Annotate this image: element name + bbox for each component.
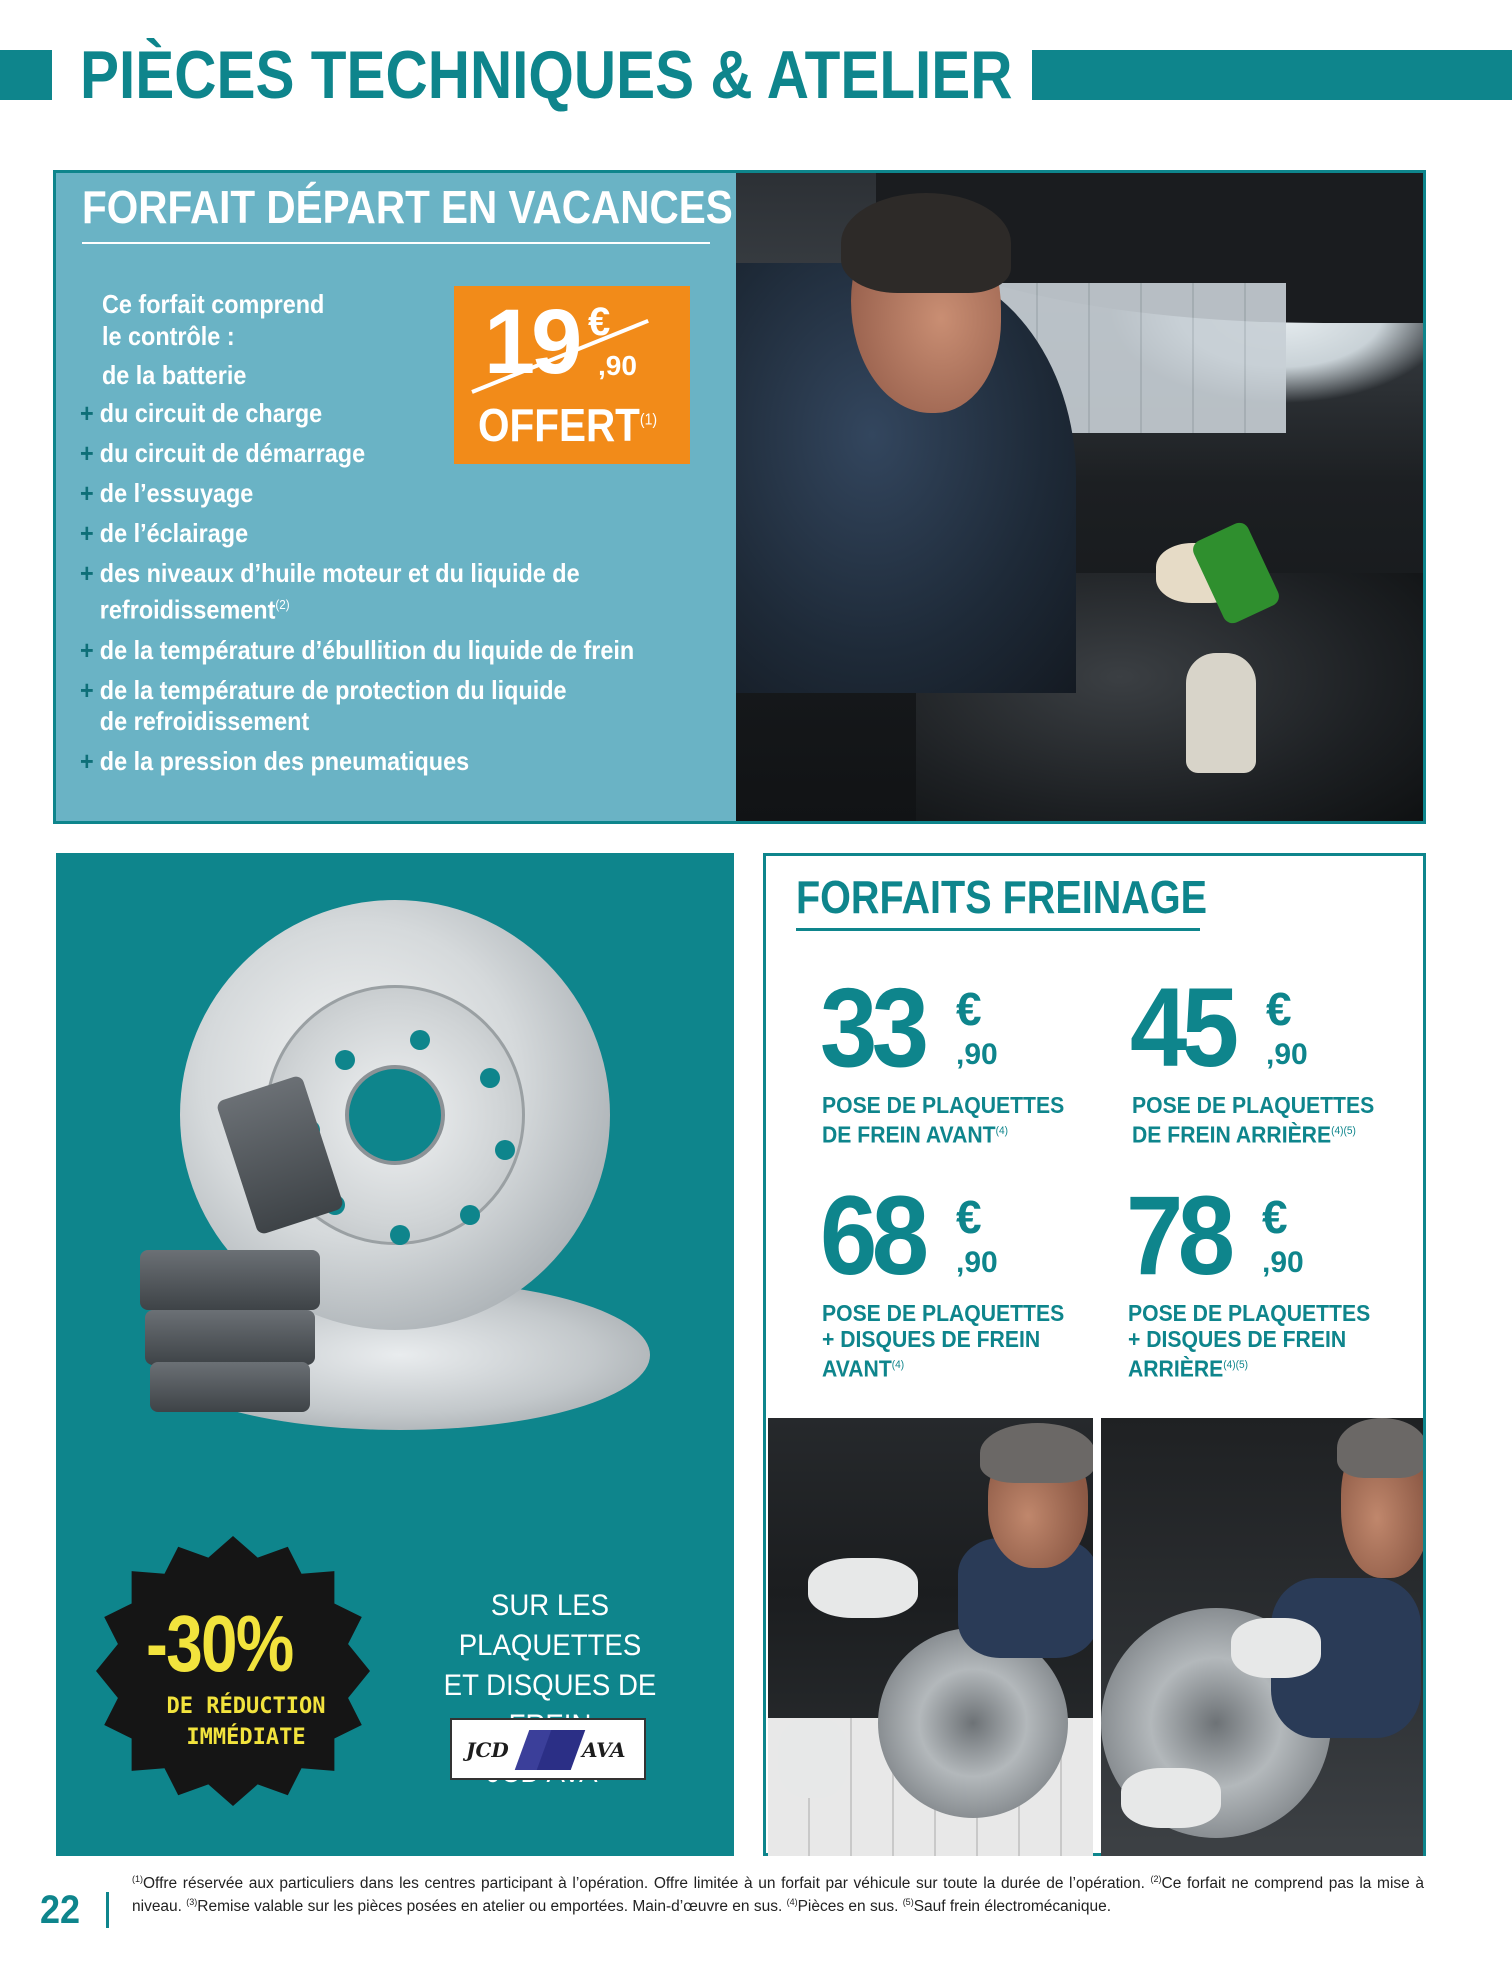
brake-disc-center-hole xyxy=(345,1065,445,1165)
price-label-line2: DE FREIN AVANT xyxy=(822,1121,996,1148)
disc-bolt-hole xyxy=(335,1050,355,1070)
discount-label-line2: IMMÉDIATE xyxy=(186,1725,306,1750)
price-integer: 45 xyxy=(1130,965,1234,1090)
price-cents: ,90 xyxy=(956,1246,998,1279)
price-currency: € xyxy=(588,300,611,344)
plus-icon: + xyxy=(80,518,94,548)
page-number-separator xyxy=(106,1892,109,1928)
footnote-ref: (4) xyxy=(891,1359,905,1371)
price-label-line1: POSE DE PLAQUETTES xyxy=(822,1092,1065,1118)
disc-bolt-hole xyxy=(495,1140,515,1160)
footnote-ref: (4)(5) xyxy=(1223,1359,1248,1371)
price-label-line1: POSE DE PLAQUETTES xyxy=(1132,1092,1375,1118)
disc-bolt-hole xyxy=(480,1068,500,1088)
photo-glove xyxy=(1231,1618,1321,1678)
checklist-item xyxy=(80,558,728,626)
price-integer: 78 xyxy=(1126,1173,1230,1298)
photo-reservoir xyxy=(1186,653,1256,773)
price-integer: 19 xyxy=(484,291,579,393)
freinage-price-4 xyxy=(1126,1173,1426,1382)
checklist-item xyxy=(80,635,728,666)
footnote-ref: (1) xyxy=(639,411,658,429)
footnote-mark: (5) xyxy=(902,1897,914,1908)
freinage-title: FORFAITS FREINAGE xyxy=(796,871,1207,923)
price-integer: 33 xyxy=(820,965,924,1090)
brake-disc-fitting-photo xyxy=(1101,1418,1423,1856)
price-label-line3: ARRIÈRE xyxy=(1128,1355,1224,1382)
page-number: 22 xyxy=(40,1888,81,1932)
price-cents: ,90 xyxy=(956,1038,998,1071)
plus-icon: + xyxy=(80,634,94,665)
price-integer: 68 xyxy=(820,1173,924,1298)
price-cents: ,90 xyxy=(1262,1246,1304,1279)
plus-icon: + xyxy=(80,558,94,588)
vacances-title: FORFAIT DÉPART EN VACANCES xyxy=(82,181,733,233)
jcd-ava-logo xyxy=(450,1718,646,1780)
freinage-price-1 xyxy=(820,965,1120,1172)
checklist-item-text: de l’éclairage xyxy=(99,518,249,548)
vacances-first-item: de la batterie xyxy=(102,360,247,390)
disc-bolt-hole xyxy=(390,1225,410,1245)
plus-icon: + xyxy=(80,674,94,705)
footnote-text: Sauf frein électromécanique. xyxy=(913,1898,1111,1916)
footnote-ref: (4)(5) xyxy=(1331,1125,1356,1137)
photo-mechanic-hair xyxy=(841,193,1011,293)
checklist-item-text-cont: de refroidissement xyxy=(99,705,310,736)
footnote-text: Pièces en sus. xyxy=(797,1898,903,1916)
vacances-intro-line2: le contrôle : xyxy=(102,321,235,351)
price-currency: € xyxy=(1266,983,1292,1035)
page-title: PIÈCES TECHNIQUES & ATELIER xyxy=(80,37,1013,113)
promo-line1: SUR LES PLAQUETTES xyxy=(458,1589,642,1662)
brake-pad-fitting-photo xyxy=(768,1418,1093,1856)
mechanic-engine-photo xyxy=(736,170,1426,824)
plus-icon: + xyxy=(80,745,94,776)
logo-text-right: AVA xyxy=(582,1738,626,1762)
legal-footnote xyxy=(132,1870,1424,1916)
price-cents: ,90 xyxy=(1266,1038,1308,1071)
photo-glove xyxy=(778,1718,848,1798)
footnote-mark: (1) xyxy=(132,1874,143,1884)
checklist-item-text-cont: refroidissement xyxy=(99,594,276,625)
price-label-line1: POSE DE PLAQUETTES xyxy=(822,1300,1065,1326)
plus-icon: + xyxy=(80,478,94,508)
header-bar-right xyxy=(1032,50,1512,100)
price-label-line2: DE FREIN ARRIÈRE xyxy=(1132,1121,1332,1148)
checklist-item xyxy=(80,518,728,549)
checklist-item-text: de la température d’ébullition du liquide de frein xyxy=(99,634,635,665)
price-currency: € xyxy=(1262,1191,1288,1243)
price-label xyxy=(1128,1300,1404,1382)
brake-pad-stack-image xyxy=(145,1310,315,1365)
price-label xyxy=(1132,1092,1408,1148)
footnote-text: Offre réservée aux particuliers dans les centres participant à l’opération. Offre limitée à un forfait par véhicule sur toute la durée de l’opération. xyxy=(143,1875,1151,1893)
logo-text-left: JCD xyxy=(466,1738,509,1762)
header-bar-left xyxy=(0,50,52,100)
checklist-item-text: du circuit de charge xyxy=(99,398,323,428)
footnote-ref: (2) xyxy=(275,597,290,612)
brake-pad-stack-image xyxy=(150,1362,310,1412)
footnote-mark: (3) xyxy=(186,1897,198,1908)
discount-percent: -30% xyxy=(146,1599,293,1688)
footnote-text: Ce forfait ne comprend pas la mise à niveau. xyxy=(132,1875,1424,1916)
checklist-item xyxy=(80,478,728,509)
freinage-price-3 xyxy=(820,1173,1120,1382)
price-label-line2: + DISQUES DE FREIN xyxy=(1128,1326,1347,1352)
checklist-item-text: des niveaux d’huile moteur et du liquide de xyxy=(99,558,580,588)
checklist-item xyxy=(80,675,728,737)
discount-label-line1: DE RÉDUCTION xyxy=(166,1694,326,1719)
promo-line2: ET DISQUES DE xyxy=(443,1669,657,1702)
plus-icon: + xyxy=(80,438,94,468)
freinage-price-2 xyxy=(1130,965,1430,1172)
vacances-price-tag xyxy=(454,286,690,464)
vacances-intro-line1: Ce forfait comprend xyxy=(102,289,325,319)
photo-mechanic-hair xyxy=(980,1423,1093,1483)
brake-pad-stack-image xyxy=(140,1250,320,1310)
disc-bolt-hole xyxy=(460,1205,480,1225)
offert-text: OFFERT xyxy=(478,399,640,451)
checklist-item xyxy=(80,746,728,777)
disc-bolt-hole xyxy=(410,1030,430,1050)
footnote-ref: (4) xyxy=(995,1125,1008,1137)
photo-glove xyxy=(1121,1768,1221,1828)
freinage-title-underline xyxy=(796,928,1200,931)
photo-glove xyxy=(808,1558,918,1618)
price-label xyxy=(822,1092,1098,1148)
footnote-mark: (4) xyxy=(786,1897,798,1908)
footnote-mark: (2) xyxy=(1150,1874,1162,1884)
footnote-text: Remise valable sur les pièces posées en atelier ou emportées. Main-d’œuvre en sus. xyxy=(197,1898,787,1916)
price-currency: € xyxy=(956,1191,982,1243)
price-cents: ,90 xyxy=(598,350,637,381)
vacances-intro xyxy=(102,288,324,352)
checklist-item-text: de l’essuyage xyxy=(99,478,254,508)
price-offert-label xyxy=(478,398,657,452)
price-label xyxy=(822,1300,1098,1382)
photo-mechanic-hair xyxy=(1337,1418,1423,1478)
price-label-line3: AVANT xyxy=(822,1355,892,1382)
checklist-item-text: de la pression des pneumatiques xyxy=(99,745,470,776)
price-currency: € xyxy=(956,983,982,1035)
price-label-line1: POSE DE PLAQUETTES xyxy=(1128,1300,1371,1326)
checklist-item-text: du circuit de démarrage xyxy=(99,438,366,468)
plus-icon: + xyxy=(80,398,94,428)
checklist-item-text: de la température de protection du liquide xyxy=(99,674,567,705)
vacances-title-underline xyxy=(82,242,710,244)
price-label-line2: + DISQUES DE FREIN xyxy=(822,1326,1041,1352)
